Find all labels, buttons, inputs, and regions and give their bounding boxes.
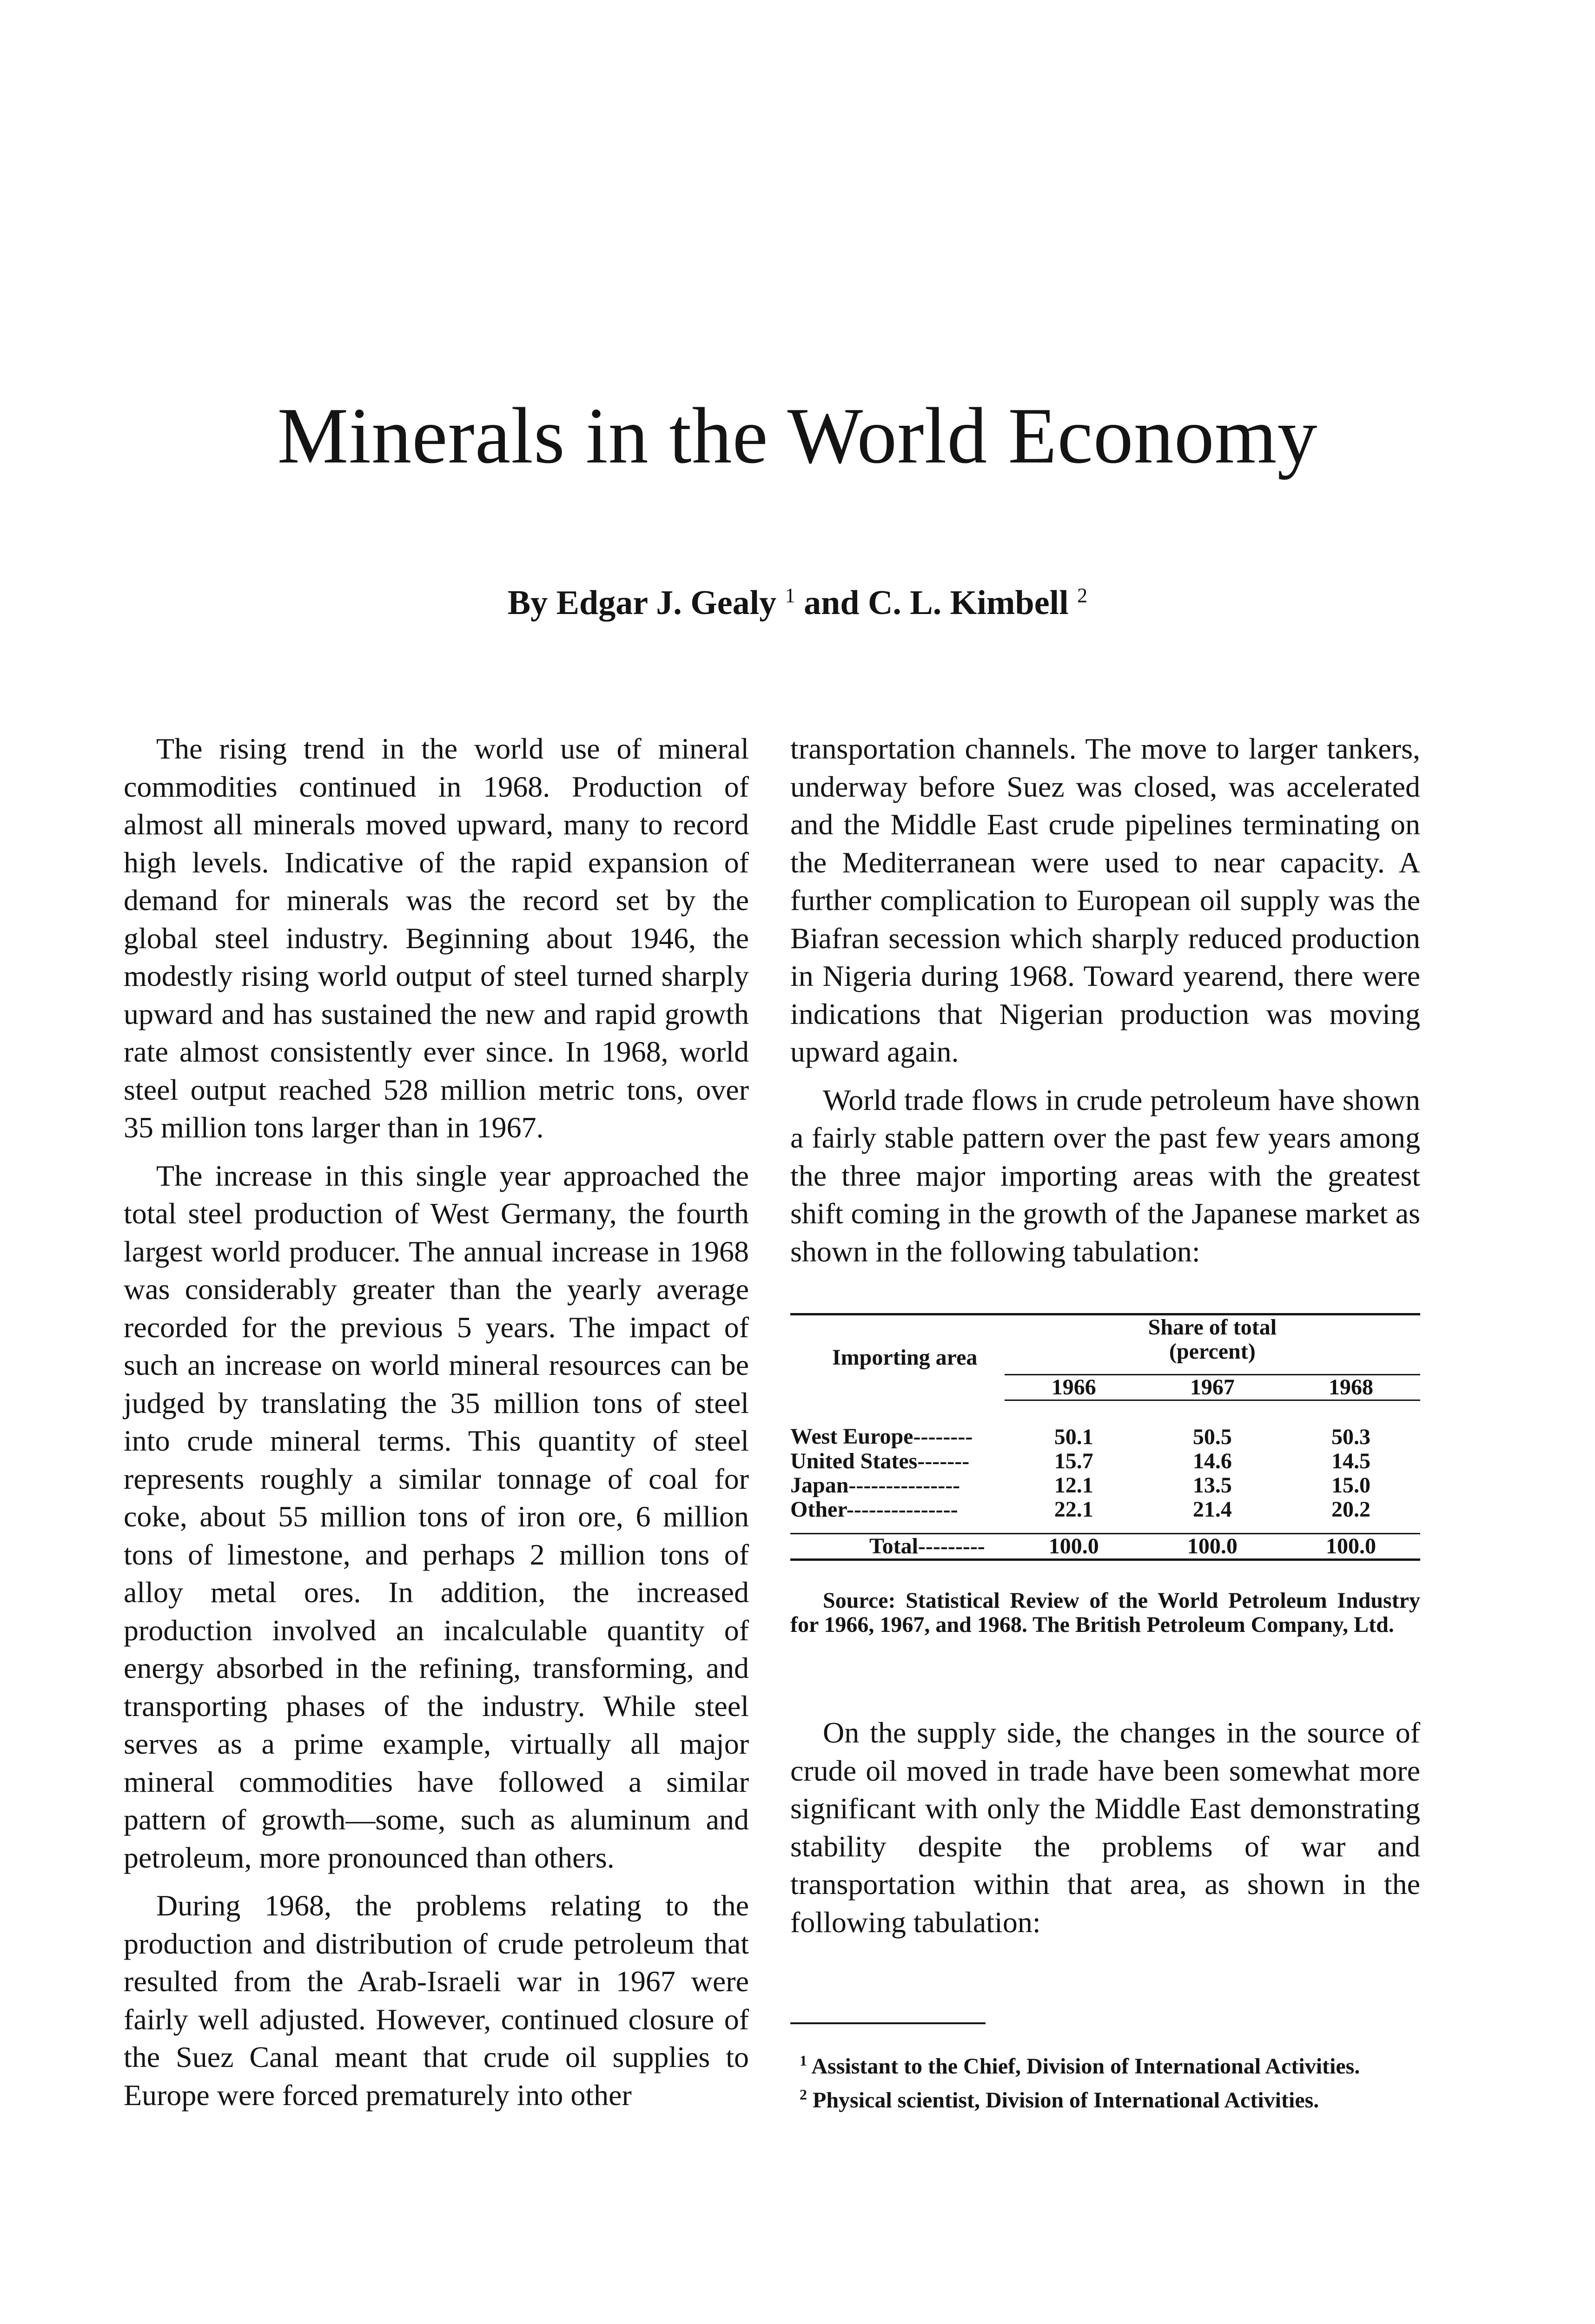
table-row xyxy=(790,1400,1420,1450)
cell-value: 50.3 xyxy=(1331,1425,1370,1449)
cell-value: 20.2 xyxy=(1331,1497,1370,1522)
body-paragraph: World trade flows in crude petroleum have shown a fairly stable pattern over the past few years among the three major importing areas with the greatest shift coming in the growth of the Japanese market as shown in the following tabulation: xyxy=(790,1083,1420,1268)
cell-value: 50.5 xyxy=(1192,1425,1232,1449)
total-value: 100.0 xyxy=(1143,1534,1282,1560)
byline-conjunction: and xyxy=(804,584,860,622)
byline xyxy=(0,583,1595,623)
importing-area-share-table xyxy=(790,1313,1420,1561)
body-paragraph: The rising trend in the world use of mineral commodities continued in 1968. Production of almost all minerals moved upward, many to record high levels. Indicative of the rapid expansion of demand for minerals was the record set by the global steel industry. Beginning about 1946, the modestly rising world output of steel turned sharply upward and has sustained the new and rapid growth rate almost consistently ever since. In 1968, world steel output reached 528 million metric tons, over 35 million tons larger than in 1967. xyxy=(124,732,749,1144)
body-paragraph: transportation channels. The move to larger tankers, underway before Suez was closed, was accelerated and the Middle East crude pipelines terminating on the Mediterranean were used to near capacity. A further complication to European oil supply was the Biafran secession which sharply reduced production in Nigeria during 1968. Toward yearend, there were indications that Nigerian production was moving upward again. xyxy=(790,732,1420,1068)
table-header-share-line1: Share of total xyxy=(1148,1315,1277,1340)
body-paragraph: The increase in this single year approached the total steel production of West Germany, the fourth largest world producer. The annual increase in 1968 was considerably greater than the yearly average recorded for the previous 5 years. The impact of such an increase on world mineral resources can be judged by translating the 35 million tons of steel into crude mineral terms. This quantity of steel represents roughly a similar tonnage of coal for coke, about 55 million tons of iron ore, 6 million tons of limestone, and perhaps 2 million tons of alloy metal ores. In addition, the increased production involved an incalculable quantity of energy absorbed in the refining, transforming, and transporting phases of the industry. While steel serves as a prime example, virtually all major mineral commodities have followed a similar pattern of growth—some, such as aluminum and petroleum, more pronounced than others. xyxy=(124,1159,749,1874)
footnote-divider xyxy=(790,2022,986,2024)
left-column xyxy=(124,730,749,2124)
cell-value: 15.0 xyxy=(1331,1473,1370,1498)
table-header-year: 1966 xyxy=(1005,1375,1143,1400)
page-title: Minerals in the World Economy xyxy=(277,392,1318,480)
table-row xyxy=(790,1449,1420,1473)
after-table-section xyxy=(790,1714,1420,1941)
footnote-mark: 1 xyxy=(800,2052,807,2069)
footnote xyxy=(790,2082,1420,2113)
row-label: United States------- xyxy=(790,1449,970,1473)
cell-value: 12.1 xyxy=(1054,1473,1093,1498)
cell-value: 13.5 xyxy=(1192,1473,1232,1498)
author-2-footnote-mark: 2 xyxy=(1077,584,1088,607)
table-header-year: 1967 xyxy=(1143,1375,1282,1400)
footnote-text: Physical scientist, Division of International Activities. xyxy=(813,2088,1319,2113)
body-paragraph: During 1968, the problems relating to the production and distribution of crude petroleum that resulted from the Arab-Israeli war in 1967 were fairly well adjusted. However, continued closure of the Suez Canal meant that crude oil supplies to Europe were forced prematurely into other xyxy=(124,1889,749,2112)
cell-value: 21.4 xyxy=(1192,1497,1232,1522)
table-row xyxy=(790,1473,1420,1498)
cell-value: 14.5 xyxy=(1331,1449,1370,1473)
right-column xyxy=(790,730,1420,2116)
total-value: 100.0 xyxy=(1282,1534,1420,1560)
total-label: Total--------- xyxy=(790,1534,1005,1560)
row-label: Other--------------- xyxy=(790,1497,958,1522)
cell-value: 22.1 xyxy=(1054,1497,1093,1522)
table-source-note: Source: Statistical Review of the World Petroleum Industry for 1966, 1967, and 1968. The British Petroleum Company, Ltd. xyxy=(790,1588,1420,1637)
footnote-text: Assistant to the Chief, Division of International Activities. xyxy=(811,2054,1360,2079)
row-label: Japan--------------- xyxy=(790,1473,960,1498)
table-header-year: 1968 xyxy=(1282,1375,1420,1400)
total-value: 100.0 xyxy=(1005,1534,1143,1560)
table-total-row xyxy=(790,1534,1420,1560)
cell-value: 15.7 xyxy=(1054,1449,1093,1473)
importing-area-table-wrapper xyxy=(790,1313,1420,1637)
table-header-share-line2: (percent) xyxy=(1169,1339,1256,1364)
body-paragraph: On the supply side, the changes in the source of crude oil moved in trade have been somewhat more significant with only the Middle East demonstrating stability despite the problems of war and transportation within that area, as shown in the following tabulation: xyxy=(790,1716,1420,1939)
table-header-share xyxy=(1005,1315,1420,1375)
author-1-footnote-mark: 1 xyxy=(785,584,795,607)
author-1: By Edgar J. Gealy xyxy=(507,584,777,622)
footnote-mark: 2 xyxy=(800,2086,807,2103)
table-row xyxy=(790,1498,1420,1534)
cell-value: 50.1 xyxy=(1054,1425,1093,1449)
author-2: C. L. Kimbell xyxy=(867,584,1069,622)
footnote xyxy=(790,2048,1420,2079)
table-header-importing-area: Importing area xyxy=(832,1345,978,1370)
cell-value: 14.6 xyxy=(1192,1449,1232,1473)
row-label: West Europe-------- xyxy=(790,1424,973,1449)
